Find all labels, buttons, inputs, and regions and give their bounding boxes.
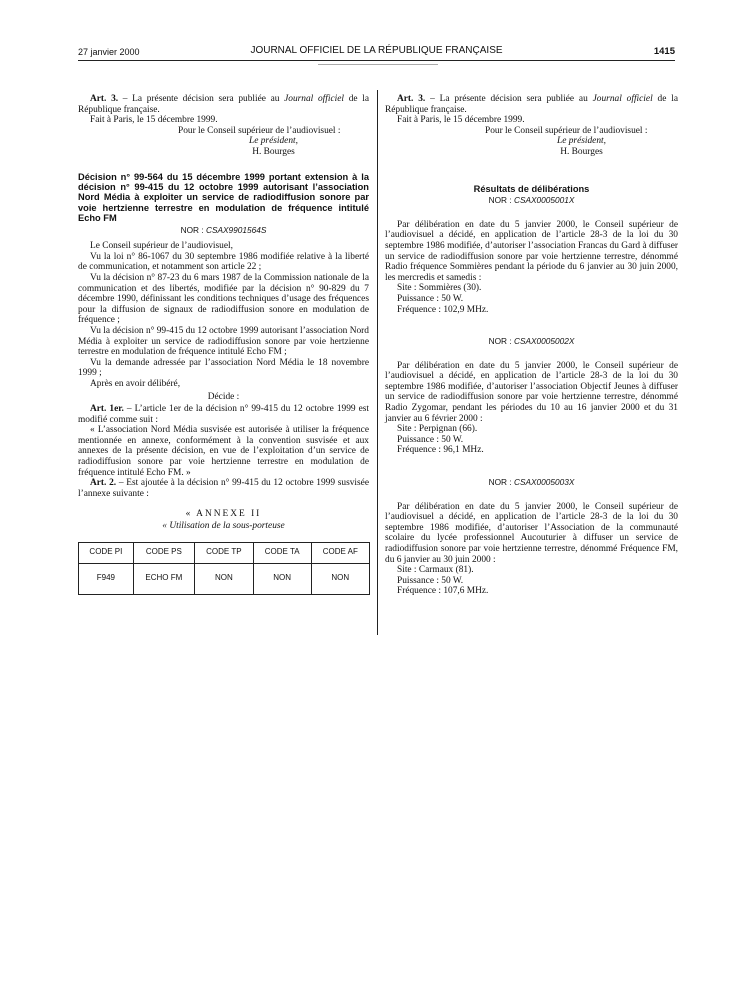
visa-line: Vu la loi n° 86-1067 du 30 septembre 1986 modifiée relative à la liberté de communication, et notamment son article 22 ; [78, 251, 369, 273]
table-cell: NON [194, 563, 253, 594]
header-date: 27 janvier 2000 [78, 47, 140, 57]
article-3 [78, 94, 369, 115]
visa-line: Vu la décision n° 87-23 du 6 mars 1987 de la Commission nationale de la communication et des libertés, modifiée par la décision n° 90-829 du 7 décembre 1990, définissant les conditions techniques d’usage des fréquences pour la diffusion de signaux de radiodiffusion sonore en modulation de fréquence ; [78, 272, 369, 326]
article-3-text-b: de la République française. [385, 94, 678, 115]
visa-line: Le Conseil supérieur de l’audiovisuel, [90, 241, 233, 252]
puissance-line: Puissance : 50 W. [397, 434, 464, 445]
deliberation-entry [385, 477, 678, 597]
nor-label: NOR : [488, 477, 514, 488]
table-cell: NON [253, 563, 311, 594]
article-3 [385, 94, 678, 115]
table-cell: NON [311, 563, 369, 594]
nor-reference [385, 336, 678, 347]
article-3-label: Art. 3. [397, 94, 426, 104]
frequence-line: Fréquence : 96,1 MHz. [397, 445, 484, 456]
president-title: Le président, [249, 136, 298, 147]
header-sub-rule [318, 64, 438, 65]
nor-code: CSAX9901564S [205, 224, 267, 235]
table-header-row [79, 542, 370, 563]
nor-reference [385, 195, 678, 206]
fait-a-paris: Fait à Paris, le 15 décembre 1999. [397, 115, 525, 126]
table-header-cell: CODE AF [311, 542, 369, 563]
article-1-text: – L’article 1er de la décision n° 99-415 du 12 octobre 1999 est modifié comme suit : [78, 404, 369, 425]
journal-officiel-ref: Journal officiel [284, 94, 345, 104]
table-cell: ECHO FM [133, 563, 194, 594]
annexe-title: « ANNEXE II [185, 509, 262, 520]
article-1-quote: « L’association Nord Média susvisée est autorisée à utiliser la fréquence mentionnée en annexe, conformément à la convention susvisée et aux annexes de la présente décision, en vue de l’exploitation d’un service de radiodiffusion sonore par voie hertzienne terrestre en modulation de fréquence intitulé Echo FM. » [78, 425, 369, 478]
nor-reference [385, 477, 678, 488]
puissance-line: Puissance : 50 W. [397, 575, 464, 586]
pour-le-conseil: Pour le Conseil supérieur de l’audiovisuel : [178, 125, 341, 136]
nor-code: CSAX0005001X [513, 195, 575, 206]
page-number: 1415 [653, 46, 675, 57]
table-cell: F949 [79, 563, 134, 594]
puissance-line: Puissance : 50 W. [397, 293, 464, 304]
column-divider [377, 90, 378, 635]
article-2-text: – Est ajoutée à la décision n° 99-415 du 12 octobre 1999 susvisée l’annexe suivante : [78, 478, 369, 499]
visa-line: Vu la demande adressée par l’association Nord Média le 18 novembre 1999 ; [78, 357, 369, 379]
nor-reference [78, 225, 369, 236]
signature-block [78, 126, 369, 158]
journal-title: JOURNAL OFFICIEL DE LA RÉPUBLIQUE FRANÇAISE [250, 45, 503, 56]
nor-label: NOR : [488, 195, 514, 206]
subcarrier-table [78, 542, 370, 595]
section-title: Résultats de délibérations [473, 183, 590, 194]
article-1-label: Art. 1er. [90, 404, 124, 415]
page-header [78, 45, 675, 61]
president-title: Le président, [557, 136, 606, 147]
decision-title: Décision n° 99-564 du 15 décembre 1999 portant extension à la décision n° 99-415 du 12 octobre 1999 autorisant l’association Nord Média à exploiter un service de radiodiffusion sonore par voie hertzienne terrestre en modulation de fréquence intitulé Echo FM [78, 171, 369, 224]
nor-label: NOR : [488, 336, 514, 347]
nor-code: CSAX0005003X [513, 477, 575, 488]
visa-line: Après en avoir délibéré, [90, 378, 181, 389]
site-line: Site : Perpignan (66). [397, 424, 478, 435]
article-2-label: Art. 2. [90, 478, 117, 489]
table-row [79, 563, 370, 594]
deliberation-entry [385, 195, 678, 315]
left-column [78, 94, 369, 595]
site-line: Site : Sommières (30). [397, 283, 482, 294]
table-header-cell: CODE TA [253, 542, 311, 563]
deliberation-entry [385, 336, 678, 456]
nor-code: CSAX0005002X [513, 336, 575, 347]
table-header-cell: CODE PS [133, 542, 194, 563]
journal-officiel-ref: Journal officiel [592, 94, 653, 104]
deliberation-text: Par délibération en date du 5 janvier 2000, le Conseil supérieur de l’audiovisuel a décidé, en application de l’article 28-3 de la loi du 30 septembre 1986 modifiée, d’autoriser l’association Objectif Jeunes à diffuser un service de radiodiffusion sonore par voie hertzienne terrestre, dénommé Radio Zygomar, pendant les périodes du 10 au 16 janvier 2000 et du 31 janvier au 6 février 2000 : [385, 360, 678, 424]
signature-name: H. Bourges [252, 146, 295, 157]
article-3-label: Art. 3. [90, 94, 119, 104]
article-2 [78, 478, 369, 499]
header-rule [78, 60, 675, 61]
frequence-line: Fréquence : 102,9 MHz. [397, 304, 489, 315]
pour-le-conseil: Pour le Conseil supérieur de l’audiovisuel : [485, 125, 648, 136]
article-3-text-a: – La présente décision sera publiée au [118, 94, 285, 104]
table-header-cell: CODE PI [79, 542, 134, 563]
article-3-text-a: – La présente décision sera publiée au [425, 94, 593, 104]
deliberation-text: Par délibération en date du 5 janvier 2000, le Conseil supérieur de l’audiovisuel a décidé, en application de l’article 28-3 de la loi du 30 septembre 1986 modifiée, d’autoriser l’association Francas du Gard à diffuser un service de radiodiffusion sonore par voie hertzienne terrestre, dénommé Radio fréquence Sommières pendant la période du 6 janvier au 30 juin 2000, les mercredis et samedis : [385, 219, 678, 283]
frequence-line: Fréquence : 107,6 MHz. [397, 586, 489, 597]
signature-block [385, 126, 678, 158]
article-1 [78, 404, 369, 425]
table-header-cell: CODE TP [194, 542, 253, 563]
right-column [385, 94, 678, 597]
article-3-text-b: de la République française. [78, 94, 369, 115]
visa-line: Vu la décision n° 99-415 du 12 octobre 1999 autorisant l’association Nord Média à exploiter un service de radiodiffusion sonore par voie hertzienne terrestre en modulation de fréquence intitulé Echo FM ; [78, 325, 369, 358]
deliberation-text: Par délibération en date du 5 janvier 2000, le Conseil supérieur de l’audiovisuel a décidé, en application de l’article 28-3 de la loi du 30 septembre 1986 modifiée, d’autoriser l’Association de la communauté scolaire du lycée professionnel Aucouturier à diffuser un service de radiodiffusion sonore par voie hertzienne terrestre, dénommé Fréquence FM, du 6 janvier au 30 juin 2000 : [385, 501, 678, 565]
annexe-subtitle: « Utilisation de la sous-porteuse [162, 521, 285, 532]
nor-label: NOR : [180, 224, 206, 235]
site-line: Site : Carmaux (81). [397, 565, 474, 576]
fait-a-paris: Fait à Paris, le 15 décembre 1999. [90, 115, 218, 126]
decide: Décide : [207, 391, 240, 402]
signature-name: H. Bourges [560, 146, 603, 157]
